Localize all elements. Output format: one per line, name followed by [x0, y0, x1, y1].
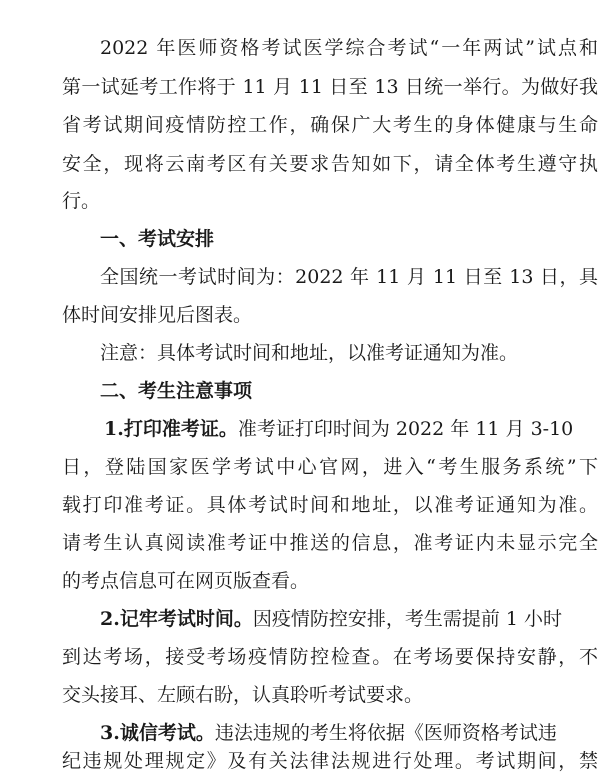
item-3-line-2: 纪违规处理规定》及有关法律法规进行处理。考试期间，禁 — [62, 750, 598, 772]
item-1-line-5: 的考点信息可在网页版查看。 — [62, 570, 310, 592]
item-2-line-1-text: 因疫情防控安排，考生需提前 1 小时 — [252, 608, 563, 630]
section-heading-candidate-notes: 二、考生注意事项 — [100, 380, 253, 402]
intro-line-4: 安全，现将云南考区有关要求告知如下，请全体考生遵守执 — [62, 153, 598, 175]
item-2-title: 2.记牢考试时间。 — [100, 608, 253, 630]
item-1-line-2: 日，登陆国家医学考试中心官网，进入“考生服务系统”下 — [62, 456, 598, 478]
item-3-line-1 — [100, 721, 598, 745]
item-3-line-1-text: 违法违规的考生将依据《医师资格考试违 — [214, 722, 557, 744]
item-1-line-4: 请考生认真阅读准考证中推送的信息，准考证内未显示完全 — [62, 532, 598, 554]
exam-time-line-2: 体时间安排见后图表。 — [62, 304, 253, 326]
item-1-line-1 — [104, 417, 602, 441]
item-1-line-3: 载打印准考证。具体考试时间和地址，以准考证通知为准。 — [62, 494, 598, 516]
intro-line-5: 行。 — [62, 190, 101, 212]
item-2-line-1 — [100, 607, 598, 631]
item-1-line-1-text: 准考证打印时间为 2022 年 11 月 3-10 — [237, 418, 574, 440]
item-2-line-3: 交头接耳、左顾右盼，认真聆听考试要求。 — [62, 684, 424, 706]
exam-note: 注意：具体考试时间和地址，以准考证通知为准。 — [100, 342, 519, 364]
intro-line-1: 2022 年医师资格考试医学综合考试“一年两试”试点和 — [100, 37, 598, 59]
section-heading-exam-arrangement: 一、考试安排 — [100, 228, 215, 250]
item-3-title: 3.诚信考试。 — [100, 722, 215, 744]
intro-line-3: 省考试期间疫情防控工作，确保广大考生的身体健康与生命 — [62, 114, 598, 136]
exam-time-line-1: 全国统一考试时间为：2022 年 11 月 11 日至 13 日，具 — [100, 266, 598, 288]
intro-line-2: 第一试延考工作将于 11 月 11 日至 13 日统一举行。为做好我 — [62, 76, 598, 98]
item-1-title: 1.打印准考证。 — [104, 418, 238, 440]
item-2-line-2: 到达考场，接受考场疫情防控检查。在考场要保持安静，不 — [62, 646, 598, 668]
